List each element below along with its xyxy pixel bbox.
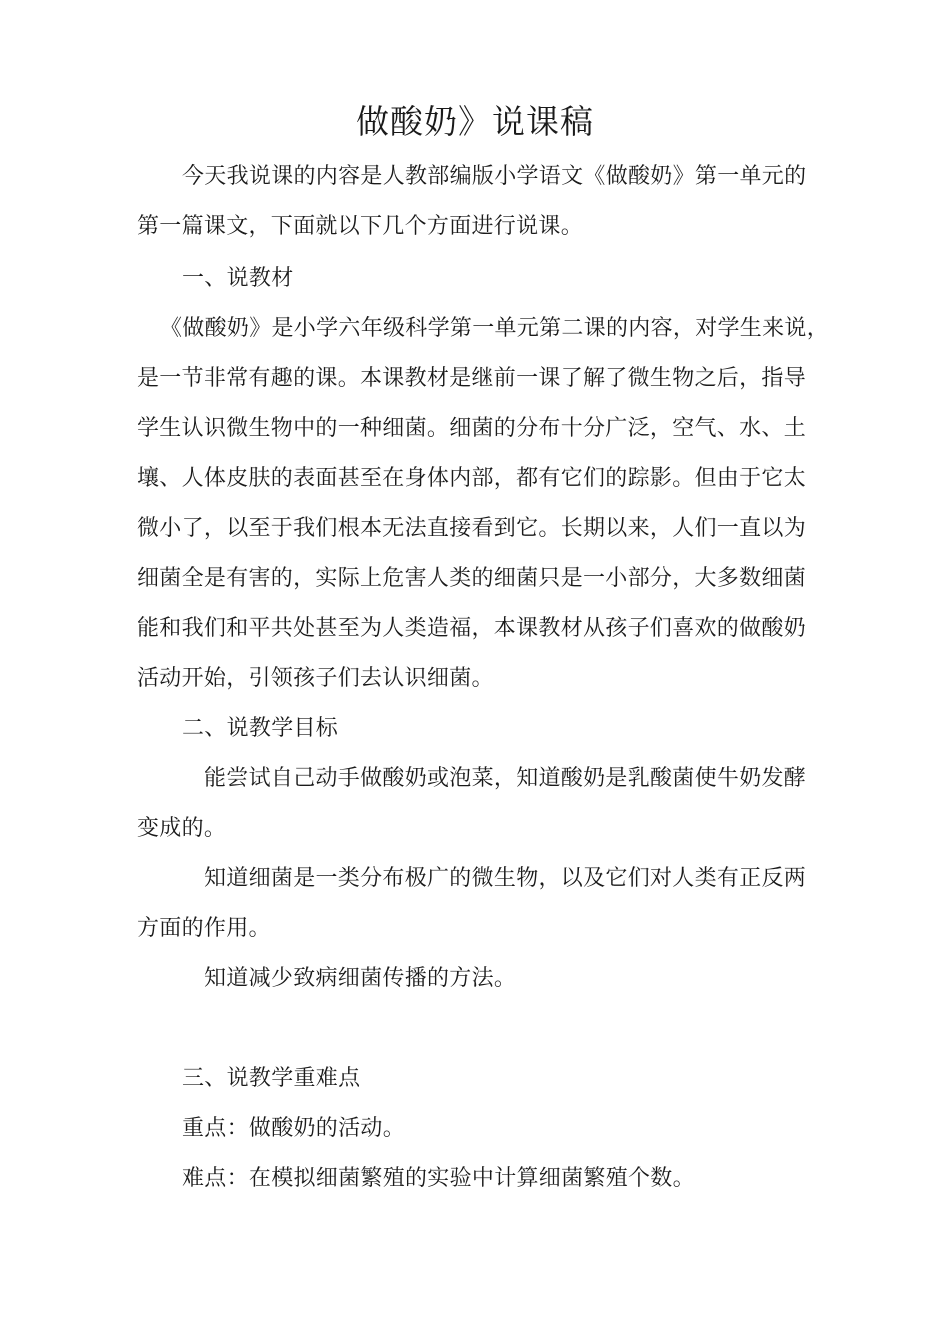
difficulty-point: 难点：在模拟细菌繁殖的实验中计算细菌繁殖个数。 <box>182 1166 695 1191</box>
objective-3: 知道减少致病细菌传播的方法。 <box>204 966 517 991</box>
intro-line-2: 第一篇课文，下面就以下几个方面进行说课。 <box>137 214 584 239</box>
textbook-paragraph-line-7: 能和我们和平共处甚至为人类造福，本课教材从孩子们喜欢的做酸奶 <box>137 616 807 641</box>
textbook-paragraph-line-6: 细菌全是有害的，实际上危害人类的细菌只是一小部分，大多数细菌 <box>137 566 807 591</box>
section-heading-key-points: 三、说教学重难点 <box>182 1066 361 1091</box>
textbook-paragraph-line-5: 微小了，以至于我们根本无法直接看到它。长期以来，人们一直以为 <box>137 516 807 541</box>
intro-line-1: 今天我说课的内容是人教部编版小学语文《做酸奶》第一单元的 <box>182 164 807 189</box>
textbook-paragraph-line-3: 学生认识微生物中的一种细菌。细菌的分布十分广泛，空气、水、土 <box>137 416 807 441</box>
objective-1-line-1: 能尝试自己动手做酸奶或泡菜，知道酸奶是乳酸菌使牛奶发酵 <box>204 766 807 791</box>
objective-1-line-2: 变成的。 <box>137 816 227 841</box>
section-heading-objectives: 二、说教学目标 <box>182 716 339 741</box>
textbook-paragraph-line-4: 壤、人体皮肤的表面甚至在身体内部，都有它们的踪影。但由于它太 <box>137 466 807 491</box>
textbook-paragraph-line-8: 活动开始，引领孩子们去认识细菌。 <box>137 666 494 691</box>
objective-2-line-2: 方面的作用。 <box>137 916 271 941</box>
textbook-paragraph-line-1: 《做酸奶》是小学六年级科学第一单元第二课的内容，对学生来说， <box>160 316 830 341</box>
textbook-paragraph-line-2: 是一节非常有趣的课。本课教材是继前一课了解了微生物之后，指导 <box>137 366 807 391</box>
key-point: 重点：做酸奶的活动。 <box>182 1116 406 1141</box>
section-heading-textbook: 一、说教材 <box>182 266 294 291</box>
objective-2-line-1: 知道细菌是一类分布极广的微生物，以及它们对人类有正反两 <box>204 866 807 891</box>
document-title: 做酸奶》说课稿 <box>356 102 594 141</box>
